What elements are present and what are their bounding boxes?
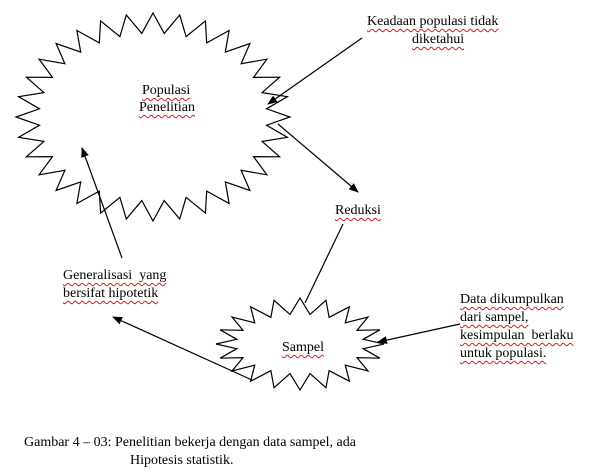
- arrow-population-to-reduction: [278, 124, 358, 192]
- generalization-line2: bersifat hipotetik: [63, 286, 159, 301]
- population-label-line1: Populasi: [142, 83, 191, 98]
- population-label-line2: Penelitian: [139, 100, 195, 115]
- generalization-line1: Generalisasi yang: [63, 268, 167, 283]
- population-starburst: [16, 13, 290, 221]
- sample-note-line3: kesimpulan berlaku: [460, 328, 574, 343]
- sample-label: Sampel: [282, 340, 324, 355]
- population-note-line1: Keadaan populasi tidak: [367, 14, 499, 29]
- line-reduction-to-sample: [305, 224, 343, 303]
- sample-note-line4: untuk populasi.: [460, 346, 547, 361]
- figure-caption-line1: Gambar 4 – 03: Penelitian bekerja dengan data sampel, ada: [24, 435, 356, 450]
- figure-caption-line2: Hipotesis statistik.: [130, 453, 234, 468]
- sample-note-line1: Data dikumpulkan: [460, 292, 564, 307]
- arrow-note-to-sample: [378, 324, 460, 342]
- sample-note-line2: dari sampel,: [460, 310, 529, 325]
- reduction-label: Reduksi: [335, 203, 381, 218]
- population-note-line2: diketahui: [412, 32, 465, 47]
- arrow-note-to-population: [268, 38, 362, 104]
- arrow-sample-to-generalization: [113, 317, 252, 380]
